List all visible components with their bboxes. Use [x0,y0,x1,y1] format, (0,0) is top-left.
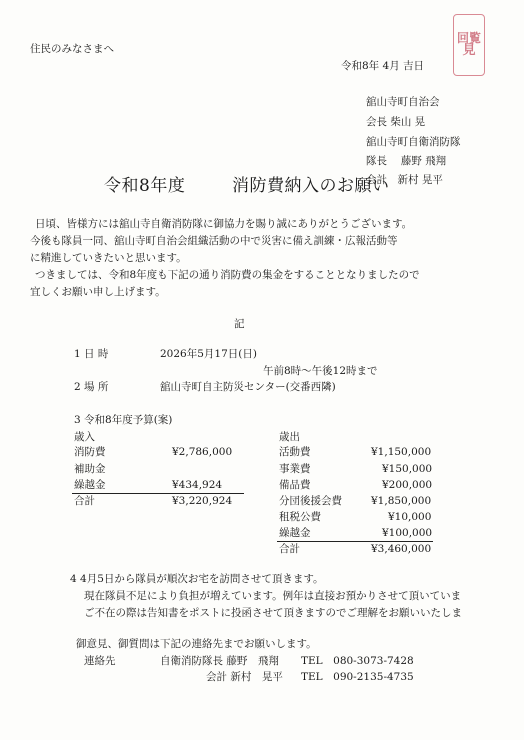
expense-item-amount: ¥200,000 [382,479,433,491]
expense-total-rule [277,541,433,542]
contact-intro: 御意見、御質問は下記の連絡先までお願いします。 [76,638,317,650]
paragraph-line: 今後も隊員一同、舘山寺町自治会組織活動の中で災害に備え訓練・広報活動等 [30,235,398,247]
item1-label: 1 日 時 [74,348,109,360]
income-item-name: 繰越金 [74,479,106,491]
income-total-amount: ¥3,220,924 [172,495,233,507]
paragraph-line: つきましては、令和8年度も下記の通り消防費の集金をすることとなりましたので [35,269,420,281]
item3-label: 3 令和8年度予算(案) [74,414,173,426]
sender-line: 会長 柴山 晃 [366,116,426,128]
expense-item-name: 事業費 [279,463,311,475]
item4-line: ご不在の際は告知書をポストに投函させて頂きますのでご理解をお願いいたしま [84,607,462,619]
income-total-rule [72,493,244,494]
paragraph-line: 宜しくお願い申し上げます。 [30,286,166,298]
expense-item-name: 活動費 [279,446,311,458]
expense-heading: 歳出 [279,431,300,443]
item1-date: 2026年5月17日(日) [160,348,257,360]
addressee: 住民のみなさまへ [30,43,114,55]
stamp-sub-text: 見 [462,43,476,59]
contact-person: 自衛消防隊長 藤野 飛翔 [160,655,279,667]
expense-total-amount: ¥3,460,000 [371,543,432,555]
income-item-name: 補助金 [74,463,106,475]
sender-line: 会計 新村 晃平 [366,174,443,186]
stamp-text: 回覧 [456,30,481,45]
contact-label: 連絡先 [84,655,116,667]
sender-line: 隊長 藤野 飛翔 [366,155,447,167]
income-item-amount: ¥434,924 [172,479,223,491]
item2-value: 舘山寺町自主防災センター(交番西隣) [160,381,336,393]
item2-label: 2 場 所 [74,381,109,393]
expense-item-amount: ¥1,850,000 [371,495,432,507]
item4-line: 4 4月5日から隊員が順次お宅を訪問させて頂きます。 [70,573,324,585]
expense-item-name: 繰越金 [279,527,311,539]
page-title: 消防費納入のお願い [232,176,390,196]
expense-item-amount: ¥100,000 [382,527,433,539]
expense-item-amount: ¥150,000 [382,463,433,475]
ki-heading: 記 [234,318,245,330]
income-item-amount: ¥2,786,000 [172,446,233,458]
item1-time: 午前8時～午後12時まで [263,365,378,377]
item4-line: 現在隊員不足により負担が増えています。例年は直接お預かりさせて頂いていま [84,590,462,602]
page-title-year: 令和8年度 [104,176,186,196]
circulation-stamp [453,14,485,76]
issue-date: 令和8年 4月 吉日 [341,60,425,72]
income-heading: 歳入 [74,431,95,443]
paragraph-line: に精進していきたいと思います。 [30,252,187,264]
expense-item-name: 備品費 [279,479,311,491]
sender-line: 舘山寺町自治会 [366,96,440,108]
expense-item-name: 分団後援会費 [279,495,342,507]
sender-line: 舘山寺町自衛消防隊 [366,136,461,148]
expense-item-amount: ¥1,150,000 [371,446,432,458]
expense-total-label: 合計 [279,543,300,555]
expense-item-name: 租税公費 [279,511,321,523]
contact-phone: TEL 090-2135-4735 [301,671,414,683]
contact-person: 会計 新村 晃平 [206,671,283,683]
paragraph-line: 日頃、皆様方には舘山寺自衛消防隊に御協力を賜り誠にありがとうございます。 [35,218,413,230]
income-item-name: 消防費 [74,446,106,458]
expense-item-amount: ¥10,000 [388,511,432,523]
contact-phone: TEL 080-3073-7428 [301,655,414,667]
income-total-label: 合計 [74,495,95,507]
